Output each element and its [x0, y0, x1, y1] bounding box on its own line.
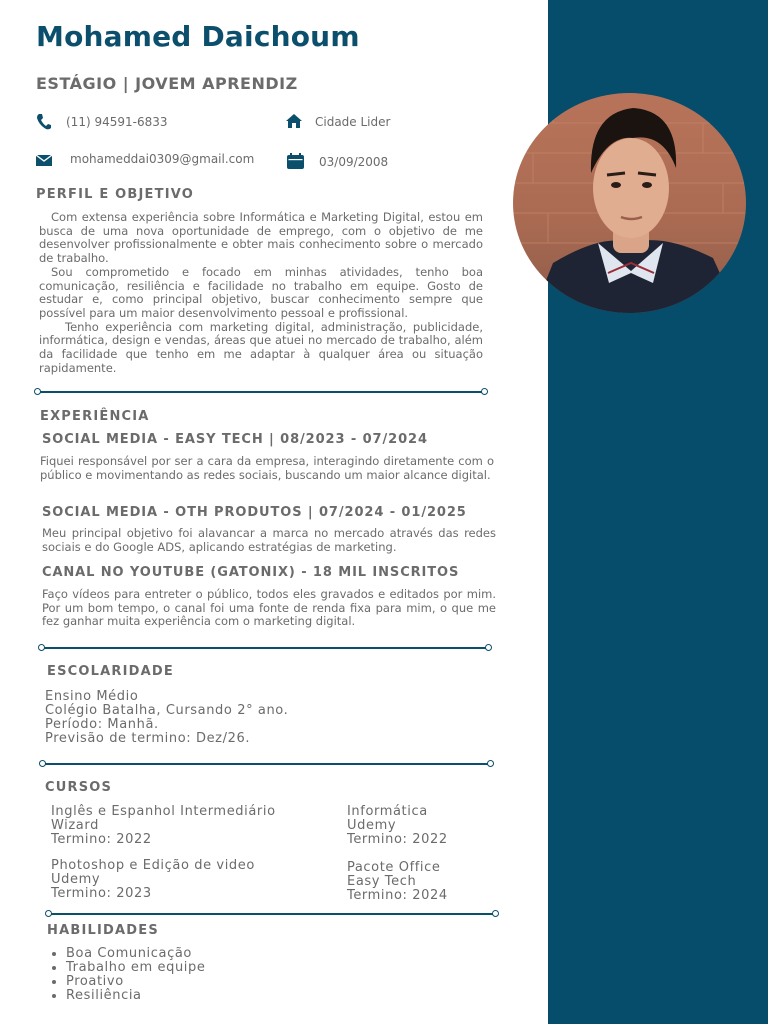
skill-item: • Proativo: [66, 975, 205, 989]
email-icon: [36, 150, 54, 168]
experience-item-description: Fiquei responsável por ser a cara da empresa, interagindo diretamente com o público e movimentando as redes sociais, buscando um maior alcance digital.: [40, 454, 494, 482]
experience-item-description: Faço vídeos para entreter o público, todos eles gravados e editados por mim. Por um bom tempo, o canal foi uma fonte de renda fixa para mim, o que me fez ganhar muita experiência com o marketing digital.: [42, 587, 496, 629]
profile-section-title: PERFIL E OBJETIVO: [36, 187, 195, 202]
phone-number: (11) 94591-6833: [66, 115, 168, 129]
contact-birthdate: [287, 153, 388, 171]
skill-item: • Boa Comunicação: [66, 947, 205, 961]
contact-city: [285, 113, 390, 131]
birth-date: 03/09/2008: [319, 155, 389, 169]
course-institution: Udemy: [347, 818, 397, 833]
course-end: Termino: 2022: [51, 832, 152, 847]
course-institution: Easy Tech: [347, 874, 417, 889]
course-item: [347, 861, 448, 903]
section-divider: [51, 913, 493, 915]
education-section-title: ESCOLARIDADE: [47, 664, 174, 679]
phone-icon: [36, 113, 54, 131]
course-institution: Udemy: [51, 872, 101, 887]
skill-item: • Trabalho em equipe: [66, 961, 205, 975]
experience-item-title: SOCIAL MEDIA - OTH PRODUTOS | 07/2024 - 01/2025: [42, 505, 467, 520]
calendar-icon: [287, 153, 305, 171]
courses-section-title: CURSOS: [45, 780, 113, 795]
course-name: Pacote Office: [347, 860, 441, 875]
section-divider: [40, 391, 482, 393]
experience-item-description: Meu principal objetivo foi alavancar a marca no mercado através das redes sociais e do Google ADS, aplicando estratégias de marketing.: [42, 526, 496, 554]
contact-phone: [36, 113, 168, 131]
home-icon: [285, 113, 303, 131]
course-end: Termino: 2024: [347, 888, 448, 903]
education-details: [45, 690, 288, 746]
experience-section-title: EXPERIÊNCIA: [40, 409, 150, 424]
profile-paragraph: Sou comprometido e focado em minhas atividades, tenho boa comunicação, resiliência e facilidade no trabalho em equipe. Gosto de estudar e, como principal objetivo, buscar conhecimento sempre que possível para um maior desenvolvimento pessoal e profissional.: [39, 264, 483, 320]
candidate-name: Mohamed Daichoum: [36, 20, 360, 53]
education-level: Ensino Médio: [45, 689, 139, 704]
email-address: mohameddai0309@gmail.com: [70, 152, 255, 166]
course-name: Inglês e Espanhol Intermediário: [51, 804, 276, 819]
section-divider: [45, 763, 488, 765]
skill-item: • Resiliência: [66, 989, 205, 1003]
course-item: [347, 805, 448, 847]
course-end: Termino: 2022: [347, 832, 448, 847]
course-end: Termino: 2023: [51, 886, 152, 901]
course-item: [51, 805, 276, 847]
skills-list: [47, 947, 205, 1003]
job-target-subtitle: ESTÁGIO | JOVEM APRENDIZ: [36, 74, 298, 93]
experience-item-title: CANAL NO YOUTUBE (GATONIX) - 18 MIL INSCRITOS: [42, 565, 460, 580]
course-name: Photoshop e Edição de video: [51, 858, 255, 873]
profile-paragraph: Com extensa experiência sobre Informática e Marketing Digital, estou em busca de uma nova oportunidade de emprego, com o objetivo de me desenvolver profissionalmente e obter mais conhecimento sobre o mercado de trabalho.: [39, 210, 483, 266]
course-item: [51, 859, 255, 901]
city-name: Cidade Lider: [315, 115, 391, 129]
course-name: Informática: [347, 804, 428, 819]
course-institution: Wizard: [51, 818, 99, 833]
experience-item-title: SOCIAL MEDIA - EASY TECH | 08/2023 - 07/2024: [42, 432, 428, 447]
profile-photo: [513, 93, 746, 313]
contact-email: [36, 150, 254, 168]
skills-section-title: HABILIDADES: [47, 923, 159, 938]
profile-paragraph: Tenho experiência com marketing digital, administração, publicidade, informática, design e vendas, áreas que atuei no mercado de trabalho, além da facilidade que tenho em me adaptar à qualquer área ou situação rapidamente.: [39, 319, 483, 375]
education-period: Período: Manhã.: [45, 717, 159, 732]
section-divider: [44, 647, 486, 649]
profile-text: [39, 211, 483, 375]
education-expected-end: Previsão de termino: Dez/26.: [45, 731, 251, 746]
education-school: Colégio Batalha, Cursando 2° ano.: [45, 703, 289, 718]
